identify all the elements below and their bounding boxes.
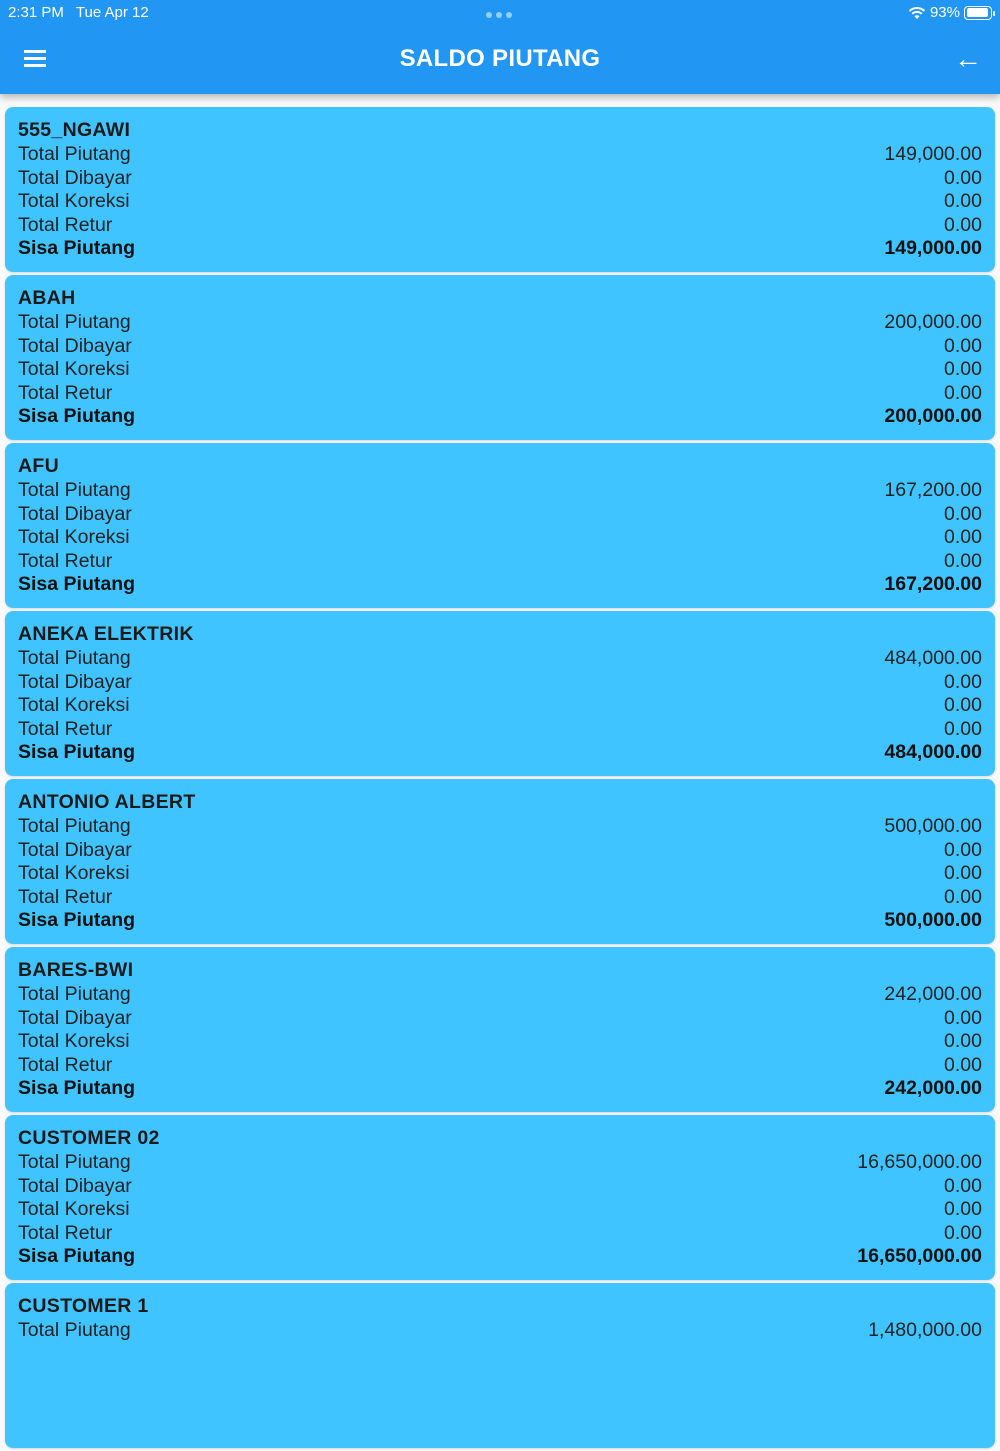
row-total-retur — [18, 718, 982, 742]
row-value: 0.00 — [944, 213, 982, 236]
row-label: Sisa Piutang — [18, 237, 136, 259]
row-sisa-piutang — [18, 405, 982, 429]
row-total-dibayar — [18, 503, 982, 527]
row-value: 0.00 — [944, 838, 982, 861]
row-value: 484,000.00 — [884, 741, 982, 763]
row-label: Total Retur — [18, 549, 113, 572]
row-value: 242,000.00 — [884, 983, 982, 1005]
row-label: Total Dibayar — [18, 334, 132, 357]
row-sisa-piutang — [18, 909, 982, 933]
customer-card[interactable] — [5, 611, 995, 776]
row-total-retur — [18, 382, 982, 406]
customer-list[interactable] — [5, 107, 995, 1451]
row-total-piutang — [18, 1319, 982, 1343]
status-time: 2:31 PM — [8, 4, 64, 21]
status-date: Tue Apr 12 — [75, 4, 149, 21]
row-value: 0.00 — [944, 1053, 982, 1076]
row-label: Total Koreksi — [18, 862, 130, 884]
row-total-koreksi — [18, 190, 982, 214]
row-value: 0.00 — [944, 358, 982, 380]
row-value: 0.00 — [944, 1174, 982, 1197]
row-label: Total Piutang — [18, 647, 131, 669]
row-label: Total Dibayar — [18, 838, 132, 861]
customer-card[interactable] — [5, 947, 995, 1112]
row-value: 242,000.00 — [884, 1077, 982, 1099]
row-sisa-piutang — [18, 573, 982, 597]
row-label: Total Koreksi — [18, 358, 130, 380]
row-label: Total Dibayar — [18, 502, 132, 525]
battery-percent: 93% — [929, 4, 960, 21]
row-value: 0.00 — [944, 190, 982, 212]
row-total-retur — [18, 1054, 982, 1078]
row-value: 0.00 — [944, 526, 982, 548]
row-value: 200,000.00 — [884, 405, 982, 427]
row-total-koreksi — [18, 862, 982, 886]
row-value: 0.00 — [944, 549, 982, 572]
row-value: 0.00 — [944, 885, 982, 908]
row-value: 484,000.00 — [884, 647, 982, 669]
row-label: Total Retur — [18, 717, 113, 740]
row-total-retur — [18, 886, 982, 910]
row-total-koreksi — [18, 526, 982, 550]
row-value: 0.00 — [944, 694, 982, 716]
row-value: 0.00 — [944, 334, 982, 357]
row-label: Total Piutang — [18, 983, 131, 1005]
row-label: Total Retur — [18, 381, 113, 404]
row-value: 1,480,000.00 — [868, 1319, 982, 1341]
customer-name: ANEKA ELEKTRIK — [18, 623, 194, 645]
row-value: 0.00 — [944, 1221, 982, 1244]
customer-card[interactable] — [5, 779, 995, 944]
wifi-icon — [908, 6, 926, 20]
row-total-dibayar — [18, 1007, 982, 1031]
row-label: Total Koreksi — [18, 190, 130, 212]
customer-name: ABAH — [18, 287, 76, 309]
row-sisa-piutang — [18, 237, 982, 261]
multitasking-dots-icon[interactable] — [486, 12, 512, 18]
row-label: Total Piutang — [18, 479, 131, 501]
row-value: 167,200.00 — [884, 573, 982, 595]
row-total-dibayar — [18, 335, 982, 359]
customer-card[interactable] — [5, 1115, 995, 1280]
row-label: Total Piutang — [18, 1319, 131, 1341]
customer-name: 555_NGAWI — [18, 119, 131, 141]
row-total-koreksi — [18, 358, 982, 382]
row-total-piutang — [18, 143, 982, 167]
status-time-date — [8, 4, 149, 21]
row-total-piutang — [18, 311, 982, 335]
customer-card[interactable] — [5, 1283, 995, 1448]
row-value: 0.00 — [944, 1006, 982, 1029]
battery-icon — [964, 6, 992, 20]
row-label: Total Koreksi — [18, 526, 130, 548]
row-value: 200,000.00 — [884, 311, 982, 333]
customer-name: AFU — [18, 455, 59, 477]
row-total-koreksi — [18, 694, 982, 718]
arrow-left-icon[interactable]: ← — [954, 43, 982, 74]
status-right — [908, 4, 992, 21]
row-label: Total Koreksi — [18, 1198, 130, 1220]
row-label: Sisa Piutang — [18, 741, 136, 763]
row-total-retur — [18, 214, 982, 238]
row-value: 0.00 — [944, 166, 982, 189]
row-value: 0.00 — [944, 717, 982, 740]
row-label: Total Piutang — [18, 815, 131, 837]
row-total-dibayar — [18, 1175, 982, 1199]
row-label: Total Dibayar — [18, 166, 132, 189]
row-label: Total Dibayar — [18, 670, 132, 693]
row-sisa-piutang — [18, 741, 982, 765]
row-value: 0.00 — [944, 1030, 982, 1052]
row-total-dibayar — [18, 167, 982, 191]
row-sisa-piutang — [18, 1077, 982, 1101]
row-value: 0.00 — [944, 381, 982, 404]
row-label: Sisa Piutang — [18, 909, 136, 931]
row-value: 16,650,000.00 — [857, 1245, 982, 1267]
row-label: Sisa Piutang — [18, 573, 136, 595]
row-label: Total Retur — [18, 1053, 113, 1076]
row-total-retur — [18, 550, 982, 574]
row-value: 500,000.00 — [884, 815, 982, 837]
row-label: Total Koreksi — [18, 694, 130, 716]
row-value: 0.00 — [944, 1198, 982, 1220]
row-total-piutang — [18, 1151, 982, 1175]
customer-name: CUSTOMER 1 — [18, 1295, 149, 1317]
row-label: Total Dibayar — [18, 1006, 132, 1029]
row-label: Total Piutang — [18, 1151, 131, 1173]
row-label: Total Retur — [18, 885, 113, 908]
row-label: Sisa Piutang — [18, 405, 136, 427]
customer-name: CUSTOMER 02 — [18, 1127, 160, 1149]
row-total-piutang — [18, 647, 982, 671]
customer-card[interactable] — [5, 443, 995, 608]
row-label: Sisa Piutang — [18, 1245, 136, 1267]
row-total-dibayar — [18, 839, 982, 863]
row-label: Total Retur — [18, 213, 113, 236]
row-label: Sisa Piutang — [18, 1077, 136, 1099]
row-total-retur — [18, 1222, 982, 1246]
row-total-piutang — [18, 815, 982, 839]
row-label: Total Retur — [18, 1221, 113, 1244]
row-value: 0.00 — [944, 862, 982, 884]
row-value: 500,000.00 — [884, 909, 982, 931]
row-value: 149,000.00 — [884, 237, 982, 259]
row-label: Total Koreksi — [18, 1030, 130, 1052]
customer-card[interactable] — [5, 275, 995, 440]
row-sisa-piutang — [18, 1245, 982, 1269]
row-total-koreksi — [18, 1198, 982, 1222]
row-value: 16,650,000.00 — [857, 1151, 982, 1173]
customer-card[interactable] — [5, 107, 995, 272]
row-total-koreksi — [18, 1030, 982, 1054]
row-value: 0.00 — [944, 502, 982, 525]
row-total-dibayar — [18, 671, 982, 695]
row-value: 149,000.00 — [884, 143, 982, 165]
row-label: Total Piutang — [18, 143, 131, 165]
row-total-piutang — [18, 983, 982, 1007]
page-title: SALDO PIUTANG — [399, 45, 601, 72]
row-label: Total Piutang — [18, 311, 131, 333]
customer-name: ANTONIO ALBERT — [18, 791, 196, 813]
row-value: 0.00 — [944, 670, 982, 693]
app-bar — [0, 0, 1000, 94]
customer-name: BARES-BWI — [18, 959, 134, 981]
row-value: 167,200.00 — [884, 479, 982, 501]
row-total-piutang — [18, 479, 982, 503]
row-label: Total Dibayar — [18, 1174, 132, 1197]
